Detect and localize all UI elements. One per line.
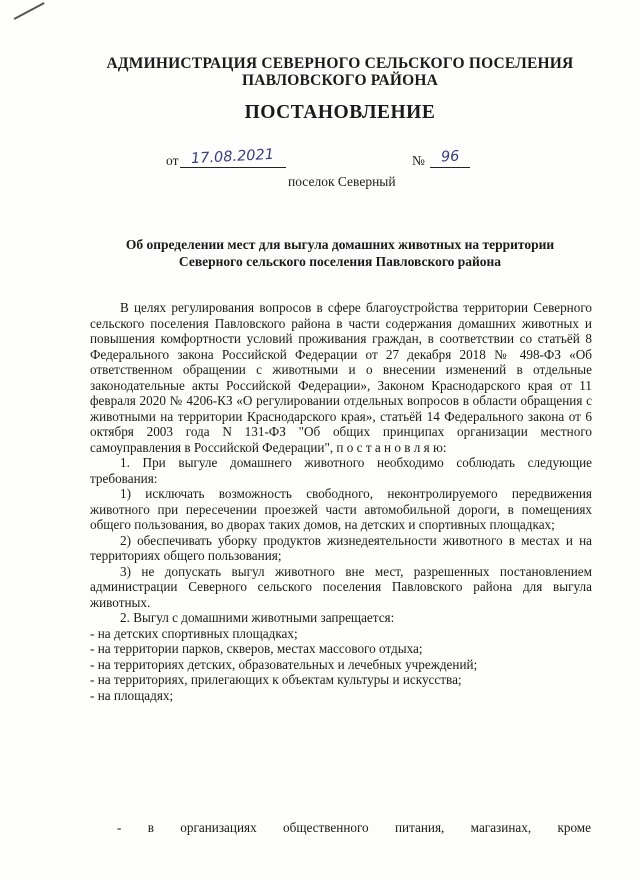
item-1-1: 1) исключать возможность свободного, неконтролируемого передвижения животного при пересечении проезжей части автомобильной дороги, в помещениях общего пользования, во дворах таких домов, на детских и спортивных площадках; xyxy=(90,486,592,532)
org-header xyxy=(60,55,620,89)
document-subject xyxy=(80,236,600,270)
date-field xyxy=(180,146,286,168)
handwritten-date: 17.08.2021 xyxy=(191,146,275,168)
document-body xyxy=(90,300,592,703)
document-type-title: ПОСТАНОВЛЕНИЕ xyxy=(244,102,436,123)
subject-line2: Северного сельского поселения Павловского района xyxy=(178,254,502,269)
item-1-2: 2) обеспечивать уборку продуктов жизнедеятельности животного в местах и на территориях общего пользования; xyxy=(90,532,592,563)
date-number-row xyxy=(0,146,640,171)
list-item: - на территориях, прилегающих к объектам культуры и искусства; xyxy=(90,672,462,687)
list-item: - на территории парков, скверов, местах массового отдыха; xyxy=(90,641,423,656)
list-item: - на детских спортивных площадках; xyxy=(90,625,298,641)
handwritten-number: 96 xyxy=(440,148,460,166)
preamble-paragraph: В целях регулирования вопросов в сфере благоустройства территории Северного сельского поселения Павловского района в части содержания домашних животных и повышения комфортности условий проживания граждан, в соответствии со статьёй 8 Федерального закона Российской Федерации от 27 декабря 2018 № 498-ФЗ «Об ответственном обращении с животными и о внесении изменений в отдельные законодательные акты Российской Федерации», Законом Краснодарского края от 11 февраля 2020 № 4206-КЗ «О регулировании отдельных вопросов в области обращения с животными на территории Краснодарского края», статьёй 14 Федерального закона от 6 октября 2003 года N 131-ФЗ "Об общих принципах организации местного самоуправления в Российской Федерации", п о с т а н о в л я ю: xyxy=(90,300,592,455)
subject-line1: Об определении мест для выгула домашних животных на территории xyxy=(125,237,555,252)
list-item: - на территориях детских, образовательных и лечебных учреждений; xyxy=(90,656,478,672)
org-name-line1: АДМИНИСТРАЦИЯ СЕВЕРНОГО СЕЛЬСКОГО ПОСЕЛЕНИЯ xyxy=(106,55,574,72)
org-name-line2: ПАВЛОВСКОГО РАЙОНА xyxy=(241,72,439,89)
number-field xyxy=(430,149,470,168)
item-2: 2. Выгул с домашними животными запрещается: xyxy=(120,610,395,625)
item-1: 1. При выгуле домашнего животного необходимо соблюдать следующие требования: xyxy=(90,455,592,486)
date-label: от xyxy=(166,153,179,168)
number-label: № xyxy=(412,153,425,168)
place-of-issue: поселок Северный xyxy=(288,174,396,189)
list-item: - на площадях; xyxy=(90,687,174,703)
item-1-3: 3) не допускать выгул животного вне мест, разрешенных постановлением администрации Северного сельского поселения Павловского района для выгула животных. xyxy=(90,563,592,610)
continued-list-item: - в организациях общественного питания, магазинах, кроме xyxy=(117,820,591,835)
scan-artifact-mark xyxy=(14,2,45,19)
